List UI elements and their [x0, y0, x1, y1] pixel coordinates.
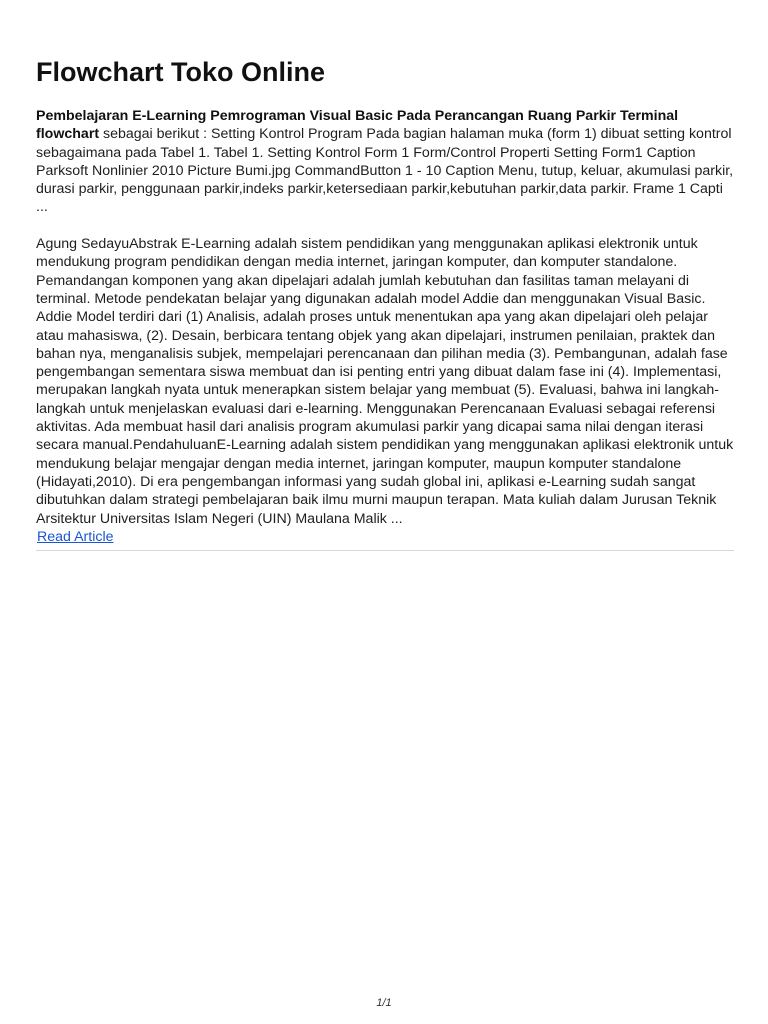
- page-number: 1/1: [376, 997, 392, 1009]
- article-keyword: flowchart: [36, 126, 100, 143]
- document-page: [36, 0, 734, 551]
- article-block: [36, 107, 734, 551]
- article-excerpt: sebagai berikut : Setting Kontrol Program Pada bagian halaman muka (form 1) dibuat setting kontrol sebagaimana pada Tabel 1. Tabel 1. Setting Kontrol Form 1 Form/Control Properti Setting Form1 Caption Parksoft Nonlinier 2010 Picture Bumi.jpg CommandButton 1 - 10 Caption Menu, tutup, keluar, akumulasi parkir, durasi parkir, penggunaan parkir,indeks parkir,ketersediaan parkir,kebutuhan parkir,data parkir. Frame 1 Capti ...: [36, 126, 734, 216]
- article-heading: Pembelajaran E-Learning Pemrograman Visual Basic Pada Perancangan Ruang Parkir Terminal: [36, 108, 679, 124]
- read-article-link[interactable]: Read Article: [37, 528, 114, 545]
- page-title: Flowchart Toko Online: [36, 57, 326, 87]
- section-divider: [36, 550, 734, 551]
- article-body: Agung SedayuAbstrak E-Learning adalah sistem pendidikan yang menggunakan aplikasi elektronik untuk mendukung program pendidikan dengan media internet, jaringan komputer, dan komputer standalone. Pemandangan komponen yang akan dipelajari adalah jumlah kebutuhan dan fasilitas taman melayani di terminal. Metode pendekatan belajar yang digunakan adalah model Addie dan menggunakan Visual Basic. Addie Model terdiri dari (1) Analisis, adalah proses untuk menentukan apa yang akan dipelajari oleh pelajar atau mahasiswa, (2). Desain, berbicara tentang objek yang akan dipelajari, instrumen penilaian, praktek dan bahan nya, menganalisis subjek, mempelajari perencanaan dan pilihan media (3). Pembangunan, adalah fase pengembangan sementara siswa membuat dan isi penting entri yang dibuat dalam fase ini (4). Implementasi, merupakan langkah nyata untuk menerapkan sistem belajar yang membuat (5). Evaluasi, bahwa ini langkah-langkah untuk menjelaskan evaluasi dari e-learning. Menggunakan Perencanaan Evaluasi sebagai referensi aktivitas. Ada membuat hasil dari analisis program akumulasi parkir yang dicapai sama nilai dengan iterasi secara manual.PendahuluanE-Learning adalah sistem pendidikan yang menggunakan aplikasi elektronik untuk mendukung belajar mengajar dengan media internet, jaringan komputer, maupun komputer standalone (Hidayati,2010). Di era pengembangan informasi yang sudah global ini, aplikasi e-Learning sudah sangat dibutuhkan dalam strategi pembelajaran baik ilmu murni maupun terapan. Mata kuliah dalam Jurusan Teknik Arsitektur Universitas Islam Negeri (UIN) Maulana Malik ...: [36, 236, 734, 527]
- article-summary: [36, 107, 734, 217]
